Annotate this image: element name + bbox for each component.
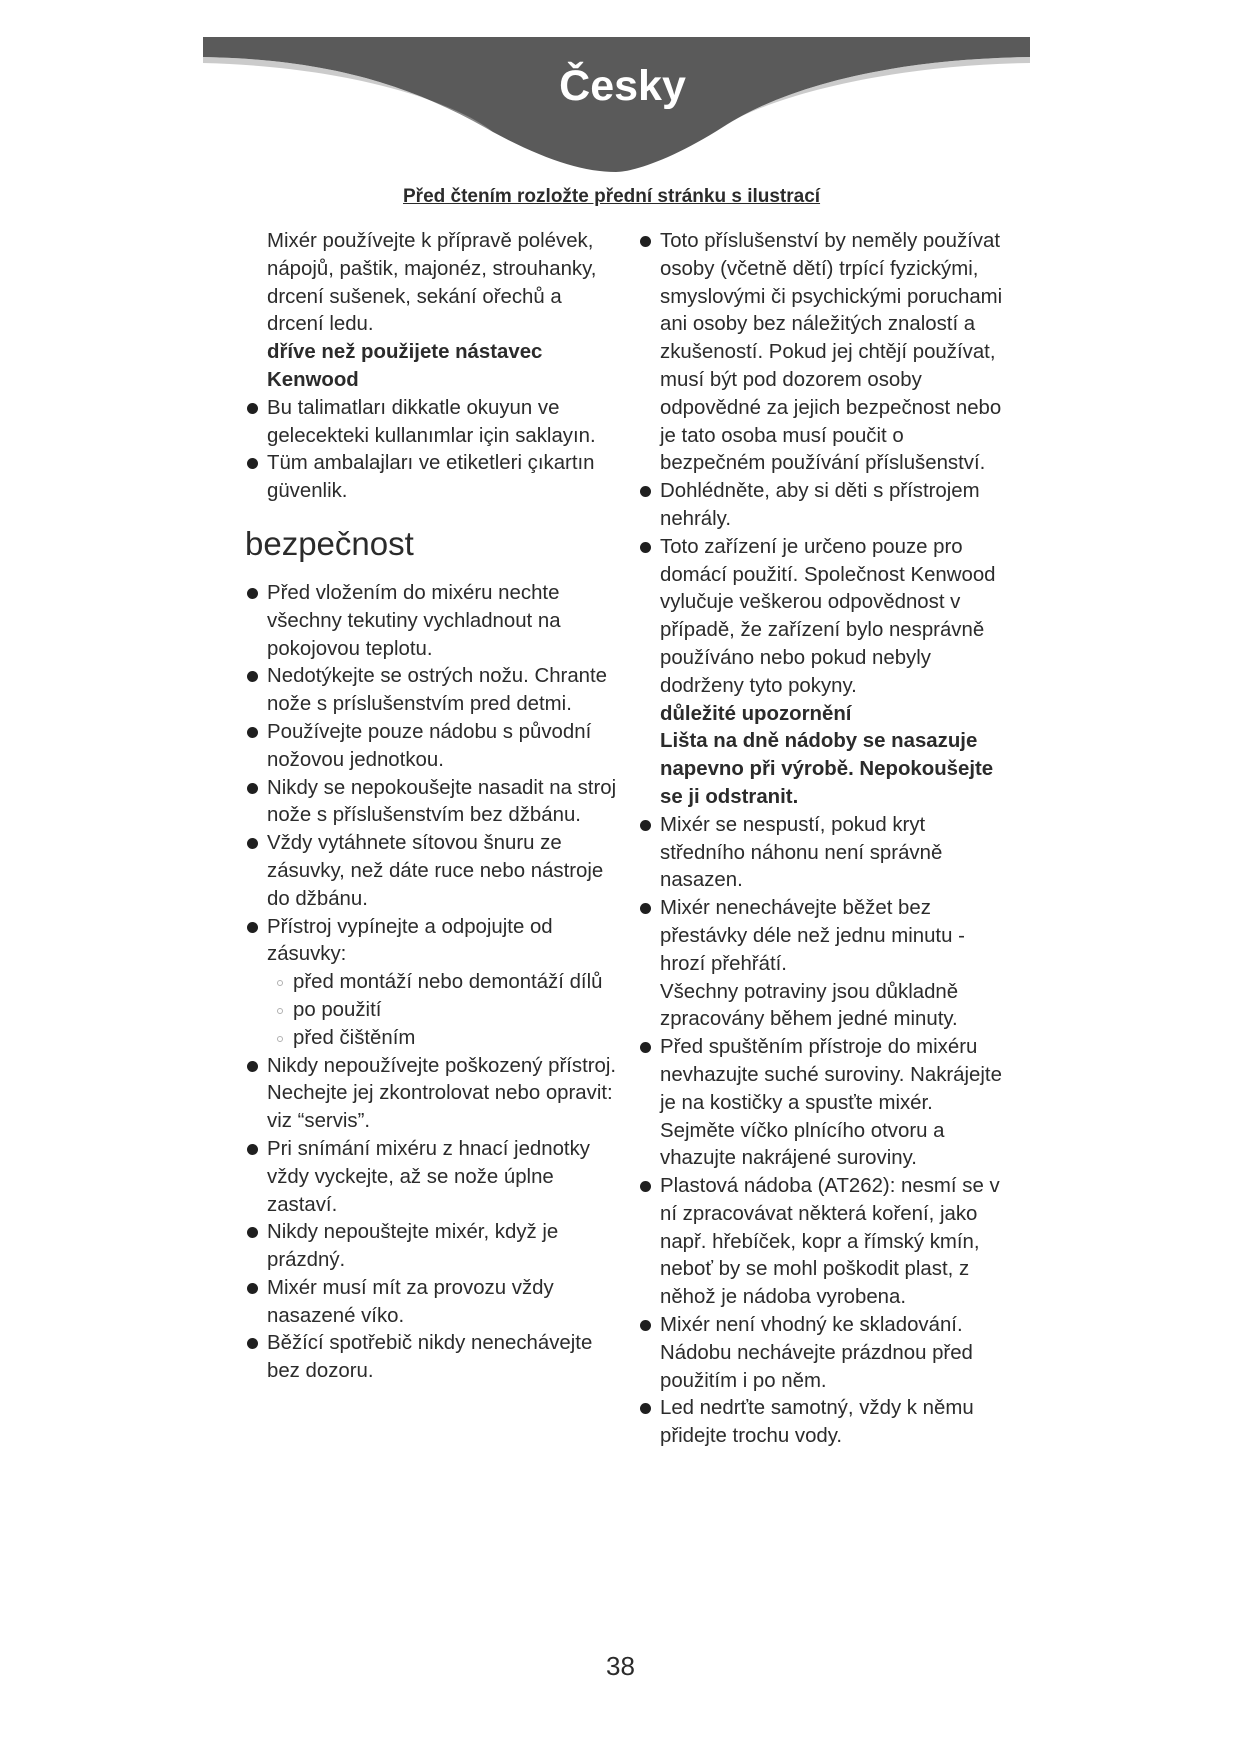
list-item-text: Mixér nenechávejte běžet bez přestávky déle než jednu minutu - hrozí přehřátí.	[660, 897, 965, 975]
important-text: Lišta na dně nádoby se nasazuje napevno při výrobě. Nepokoušejte se ji odstranit.	[660, 730, 994, 808]
list-item: Přístroj vypínejte a odpojujte od zásuvky:	[267, 914, 617, 970]
list-item: Mixér se nespustí, pokud kryt středního náhonu není správně nasazen.	[660, 812, 1010, 895]
list-item: Dohlédněte, aby si děti s přístrojem nehrály.	[660, 478, 1010, 534]
list-item: Před vložením do mixéru nechte všechny tekutiny vychladnout na pokojovou teplotu.	[267, 580, 617, 663]
list-item: Plastová nádoba (AT262): nesmí se v ní zpracovávat některá koření, jako např. hřebíček, kopr a římský kmín, neboť by se mohl poškodit plast, z něhož je nádoba vyrobena.	[660, 1173, 1010, 1312]
list-item-extra: Nakrájejte je na kostičky a spusťte mixér. Sejměte víčko plnícího otvoru a vhazujte nakrájené suroviny.	[660, 1063, 1002, 1170]
list-item: Bu talimatları dikkatle okuyun ve gelecekteki kullanımlar için saklayın.	[267, 395, 617, 451]
sub-list-item: před čištěním	[267, 1025, 617, 1053]
list-item: Používejte pouze nádobu s původní nožovou jednotkou.	[267, 719, 617, 775]
list-item: Běžící spotřebič nikdy nenechávejte bez dozoru.	[267, 1330, 617, 1386]
list-item: Nikdy nepouštejte mixér, když je prázdný.	[267, 1219, 617, 1275]
list-item: Vždy vytáhnete sítovou šnuru ze zásuvky, než dáte ruce nebo nástroje do džbánu.	[267, 830, 617, 913]
safety-list	[267, 580, 617, 1386]
sub-list-item: před montáží nebo demontáží dílů	[267, 969, 617, 997]
sub-list-item: po použití	[267, 997, 617, 1025]
unfold-notice: Před čtením rozložte přední stránku s ilustrací	[403, 186, 821, 207]
left-column	[245, 228, 617, 1386]
page-number: 38	[606, 1651, 635, 1681]
list-item	[660, 895, 1010, 1034]
list-item-text: Mixér není vhodný ke skladování.	[660, 1314, 963, 1337]
safety-title: bezpečnost	[245, 524, 414, 562]
before-use-heading: dříve než použijete nástavec Kenwood	[267, 341, 543, 391]
list-item: Nikdy nepoužívejte poškozený přístroj. Nechejte jej zkontrolovat nebo opravit: viz “servis”.	[267, 1053, 617, 1136]
page-title: Česky	[559, 62, 686, 110]
before-use-list	[267, 395, 617, 506]
list-item: Mixér musí mít za provozu vždy nasazené víko.	[267, 1275, 617, 1331]
list-item-extra: Nádobu nechávejte prázdnou před použitím i po něm.	[660, 1341, 973, 1392]
list-item: Pri snímání mixéru z hnací jednotky vždy vyckejte, až se nože úplne zastaví.	[267, 1136, 617, 1219]
intro-text: Mixér používejte k přípravě polévek, nápojů, paštik, majonéz, strouhanky, drcení sušenek, sekání ořechů a drcení ledu.	[267, 230, 597, 336]
list-item: Nikdy se nepokoušejte nasadit na stroj nože s příslušenstvím bez džbánu.	[267, 775, 617, 831]
list-item: Tüm ambalajları ve etiketleri çıkartın güvenlik.	[267, 450, 617, 506]
important-heading: důležité upozornění	[660, 702, 852, 725]
list-item-text: Před spuštěním přístroje do mixéru nevhazujte suché suroviny.	[660, 1036, 978, 1086]
list-item	[660, 1034, 1010, 1173]
list-item	[660, 1312, 1010, 1395]
list-item: Led nedrťte samotný, vždy k němu přidejte trochu vody.	[660, 1395, 1010, 1451]
right-column	[660, 228, 1010, 1451]
warnings-list	[660, 228, 1010, 701]
list-item: Toto příslušenství by neměly používat osoby (včetně dětí) trpící fyzickými, smyslovými či psychickými poruchami ani osoby bez náležitých znalostí a zkušeností. Pokud jej chtějí používat, musí být pod dozorem osoby odpovědné za jejich bezpečnost nebo je tato osoba musí poučit o bezpečném používání příslušenství.	[660, 228, 1010, 478]
list-item: Toto zařízení je určeno pouze pro domácí použití. Společnost Kenwood vylučuje veškerou odpovědnost v případě, že zařízení bylo nesprávně používáno nebo pokud nebyly dodrženy tyto pokyny.	[660, 534, 1010, 701]
usage-list	[660, 812, 1010, 1451]
list-item: Nedotýkejte se ostrých nožu. Chrante nože s príslušenstvím pred detmi.	[267, 663, 617, 719]
list-item-extra: Všechny potraviny jsou důkladně zpracovány během jedné minuty.	[660, 980, 959, 1031]
